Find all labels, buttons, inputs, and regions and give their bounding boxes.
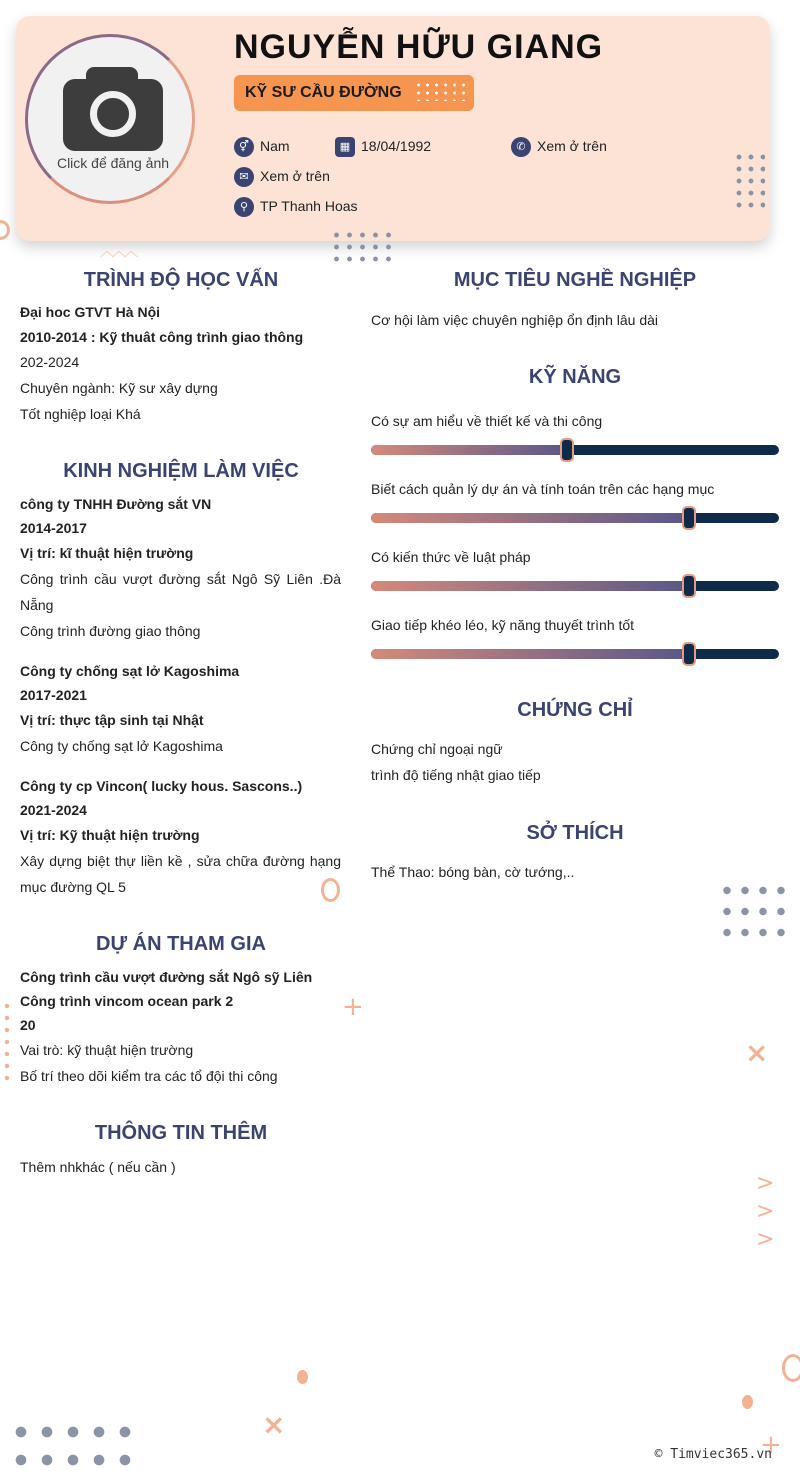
certificate-line: Chứng chỉ ngoại ngữ — [371, 741, 503, 757]
birthday-info — [335, 136, 431, 156]
skill-label: Giao tiếp khéo léo, kỹ năng thuyết trình tốt — [371, 617, 635, 633]
skill-bar-fill — [371, 445, 567, 455]
footer-copyright: © Timviec365.vn — [654, 1447, 772, 1462]
zigzag-vertical-decoration: > > > — [756, 1171, 775, 1252]
cross-decoration: × — [262, 1408, 286, 1441]
skill-bar-knob — [682, 574, 696, 598]
job-company: công ty TNHH Đường sắt VN — [20, 496, 212, 512]
email-value: Xem ở trên — [260, 168, 330, 184]
address-info — [234, 196, 358, 216]
avatar-caption: Click để đăng ảnh — [56, 155, 170, 171]
skill-bar — [371, 581, 779, 591]
gender-info — [234, 136, 290, 156]
plus-decoration: + — [342, 992, 364, 1022]
skill-label: Có sự am hiểu về thiết kế và thi công — [371, 413, 603, 429]
education-major-period: 2010-2014 : Kỹ thuât công trình giao thông — [20, 329, 304, 345]
phone-value: Xem ở trên — [537, 138, 607, 154]
job-company: Công ty cp Vincon( lucky hous. Sascons..) — [20, 778, 303, 794]
skills-title: KỸ NĂNG — [528, 366, 622, 388]
education-period: 202-2024 — [20, 354, 80, 370]
job-title-badge — [234, 75, 474, 111]
dot-decoration — [297, 1370, 308, 1384]
address-value: TP Thanh Hoas — [260, 198, 358, 214]
hobbies-text: Thể Thao: bóng bàn, cờ tướng,.. — [371, 864, 575, 880]
dots-decoration — [718, 880, 792, 942]
education-grade: Tốt nghiệp loại Khá — [20, 406, 141, 422]
gender-icon: ⚥ — [234, 137, 254, 157]
skill-label: Biết cách quản lý dự án và tính toán trên các hạng mục — [371, 481, 715, 497]
education-title: TRÌNH ĐỘ HỌC VẤN — [83, 269, 279, 291]
location-icon: ⚲ — [234, 197, 254, 217]
skill-bar — [371, 445, 779, 455]
project-line: Vai trò: kỹ thuật hiện trường — [20, 1042, 194, 1058]
hobbies-title: SỞ THÍCH — [526, 822, 624, 844]
project-line: Bố trí theo dõi kiểm tra các tổ đội thi công — [20, 1068, 278, 1084]
zigzag-decoration: ︿︿︿ — [100, 244, 136, 260]
badge-dots-decoration — [414, 81, 466, 101]
project-line: 20 — [20, 1017, 36, 1033]
job-description: mục đường QL 5 — [20, 879, 126, 895]
job-period: 2014-2017 — [20, 520, 87, 536]
dots-vertical-decoration — [4, 1000, 10, 1086]
extra-info-title: THÔNG TIN THÊM — [94, 1122, 268, 1144]
candidate-name: NGUYỄN HỮU GIANG — [234, 28, 604, 66]
certificate-line: trình độ tiếng nhật giao tiếp — [371, 767, 541, 783]
plus-decoration: + — [760, 1430, 782, 1460]
cross-decoration: × — [745, 1036, 769, 1069]
ring-decoration — [0, 220, 10, 240]
job-description: Công trình đường giao thông — [20, 623, 201, 639]
ring-decoration — [782, 1354, 800, 1382]
project-line: Công trình cầu vượt đường sắt Ngô sỹ Liên — [20, 969, 313, 985]
certificates-title: CHỨNG CHỈ — [517, 699, 633, 721]
email-info — [234, 166, 330, 186]
dots-decoration — [733, 151, 765, 211]
job-title: KỸ SƯ CẦU ĐƯỜNG — [245, 84, 402, 101]
projects-title: DỰ ÁN THAM GIA — [96, 933, 266, 955]
skill-bar-fill — [371, 581, 689, 591]
dots-decoration — [8, 1418, 134, 1470]
job-description: Công trình cầu vượt đường sắt Ngô Sỹ Liên .Đà — [20, 571, 341, 587]
email-icon: ✉ — [234, 167, 254, 187]
job-position: Vị trí: Kỹ thuật hiện trường — [20, 827, 200, 843]
education-specialty: Chuyên ngành: Kỹ sư xây dựng — [20, 380, 218, 396]
objective-title: MỤC TIÊU NGHỀ NGHIỆP — [453, 269, 697, 291]
job-period: 2017-2021 — [20, 687, 87, 703]
job-position: Vị trí: kĩ thuật hiện trường — [20, 545, 194, 561]
ring-decoration — [321, 878, 340, 902]
job-company: Công ty chống sạt lở Kagoshima — [20, 663, 240, 679]
skill-bar-fill — [371, 513, 689, 523]
job-description: Xây dựng biệt thự liền kề , sửa chữa đường hạng — [20, 853, 341, 869]
skill-bar-fill — [371, 649, 689, 659]
phone-info — [511, 136, 607, 156]
job-period: 2021-2024 — [20, 802, 87, 818]
skill-bar-knob — [682, 642, 696, 666]
job-description: Công ty chống sạt lở Kagoshima — [20, 738, 223, 754]
gender-value: Nam — [260, 138, 290, 154]
experience-title: KINH NGHIỆM LÀM VIỆC — [63, 460, 299, 482]
job-description: Nẵng — [20, 597, 54, 613]
birthday-value: 18/04/1992 — [361, 138, 432, 154]
job-position: Vị trí: thực tập sinh tại Nhật — [20, 712, 204, 728]
avatar-upload[interactable] — [25, 34, 195, 204]
education-school: Đại hoc GTVT Hà Nội — [20, 304, 161, 320]
skill-bar-knob — [560, 438, 574, 462]
extra-info-text: Thêm nhkhác ( nếu cần ) — [20, 1159, 176, 1175]
skill-bar — [371, 649, 779, 659]
phone-icon: ✆ — [511, 137, 531, 157]
skill-bar — [371, 513, 779, 523]
skill-bar-knob — [682, 506, 696, 530]
camera-lens-inner — [103, 104, 123, 124]
dot-decoration — [742, 1395, 753, 1409]
objective-text: Cơ hội làm việc chuyên nghiệp ổn định lâu dài — [371, 312, 659, 328]
project-line: Công trình vincom ocean park 2 — [20, 993, 234, 1009]
calendar-icon: ▦ — [335, 137, 355, 157]
dots-decoration — [330, 229, 394, 263]
skill-label: Có kiến thức về luật pháp — [371, 549, 531, 565]
